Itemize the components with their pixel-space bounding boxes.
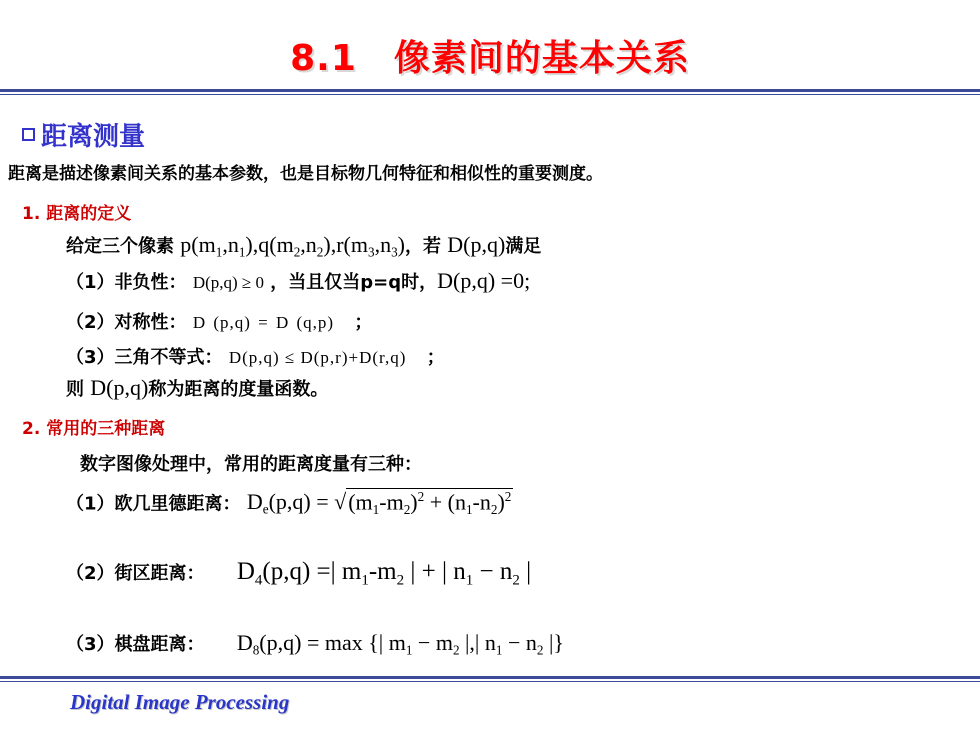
condition-2-end: ；	[354, 312, 373, 333]
distance-3	[66, 630, 564, 659]
distance-1	[66, 488, 513, 518]
square-bullet-icon	[22, 128, 35, 141]
condition-3	[66, 343, 445, 369]
bottom-divider	[0, 676, 980, 679]
distance-2	[66, 558, 531, 589]
given-label: 给定三个像素	[66, 236, 174, 257]
distance-3-label: （3）棋盘距离：	[66, 634, 205, 655]
given-line	[66, 232, 541, 261]
definition-heading: 1. 距离的定义	[22, 204, 132, 224]
condition-1	[66, 268, 530, 294]
condition-3-formula: D(p,q) ≤ D(p,r)+D(r,q)	[228, 348, 407, 367]
euclidean-formula: $D_e(p,q) = √(m_1-m_2)^2 + (n_1-n_2)^2$	[246, 489, 512, 517]
page-title: 8.1 像素间的基本关系	[290, 38, 690, 79]
chessboard-formula: $D_8(p,q) = \max$ {| $m_1 - m_2$ |,| $n_1 - n_2$ |}	[236, 630, 564, 658]
section-heading-text: 距离测量	[41, 122, 146, 152]
common-heading: 2. 常用的三种距离	[22, 419, 166, 439]
satisfy-label: 满足	[505, 236, 542, 257]
then-line	[66, 375, 328, 401]
distance-2-label: （2）街区距离：	[66, 563, 205, 584]
condition-1-text: ，当且仅当p=q时，	[270, 272, 438, 293]
condition-1-label: （1）非负性：	[66, 272, 187, 293]
then-label: 则	[66, 379, 84, 400]
then-text: 称为距离的度量函数。	[148, 379, 329, 400]
intro-text: 距离是描述像素间关系的基本参数，也是目标物几何特征和相似性的重要测度。	[8, 164, 603, 184]
section-heading	[22, 116, 145, 153]
common-intro: 数字图像处理中，常用的距离度量有三种：	[80, 454, 422, 475]
bottom-divider-thin	[0, 681, 980, 682]
if-label: ，若	[404, 236, 441, 257]
city-block-formula: $D_4(p,q)$ =| $m_1-m_2$ | + | $n_1 - n_2$ |	[236, 558, 532, 589]
condition-2-formula: D (p,q) = D (q,p)	[192, 313, 335, 332]
points-formula: $p(m_1,n_1),q(m_2,n_2),r(m_3,n_3)$	[180, 232, 405, 260]
distance-1-label: （1）欧几里德距离：	[66, 493, 241, 515]
footer-text: Digital Image Processing	[70, 690, 290, 714]
condition-2-label: （2）对称性：	[66, 312, 187, 333]
condition-3-end: ；	[426, 347, 445, 368]
condition-1-formula: D(p,q) ≥ 0	[192, 273, 264, 292]
condition-1-result: D(p,q) =0;	[437, 268, 531, 293]
then-formula: D(p,q)	[90, 375, 149, 400]
top-divider	[0, 89, 980, 92]
dpq-formula: D(p,q)	[447, 232, 506, 257]
top-divider-thin	[0, 94, 980, 95]
condition-3-label: （3）三角不等式：	[66, 347, 223, 368]
condition-2	[66, 308, 372, 334]
